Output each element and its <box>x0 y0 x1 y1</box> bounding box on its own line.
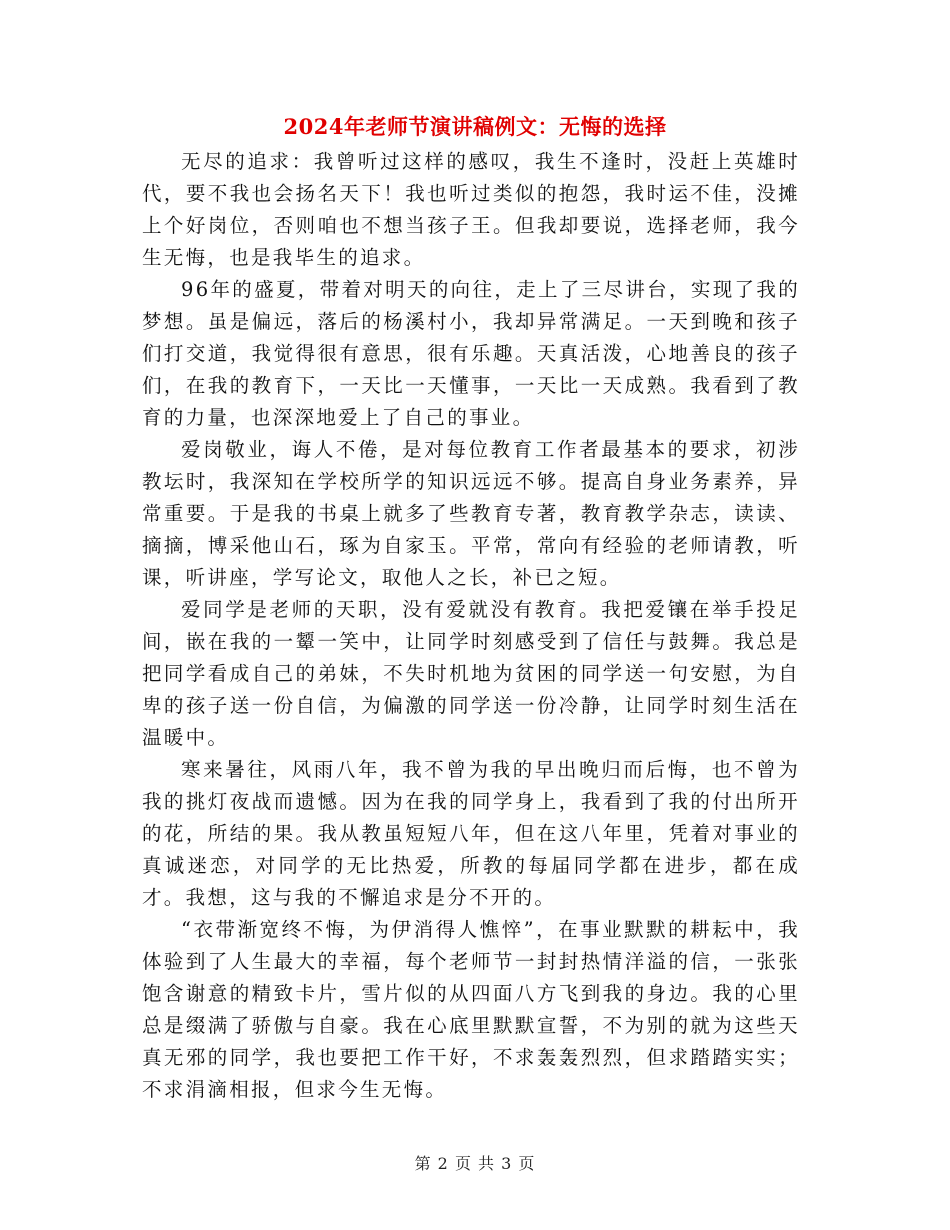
paragraph-3: 爱岗敬业，诲人不倦，是对每位教育工作者最基本的要求，初涉教坛时，我深知在学校所学的知识远远不够。提高自身业务素养，异常重要。于是我的书桌上就多了些教育专著，教育教学杂志，读读、摘摘，博采他山石，琢为自家玉。平常，常向有经验的老师请教，听课，听讲座，学写论文，取他人之长，补已之短。 <box>142 438 800 589</box>
document-title: 2024年老师节演讲稿例文：无悔的选择 <box>283 114 667 139</box>
page-number-footer <box>0 1152 950 1176</box>
paragraph-4: 爱同学是老师的天职，没有爱就没有教育。我把爱镶在举手投足间，嵌在我的一颦一笑中，让同学时刻感受到了信任与鼓舞。我总是把同学看成自己的弟妹，不失时机地为贫困的同学送一句安慰，为自卑的孩子送一份自信，为偏激的同学送一份冷静，让同学时刻生活在温暖中。 <box>142 598 800 749</box>
paragraph-6: “衣带渐宽终不悔，为伊消得人憔悴”，在事业默默的耕耘中，我体验到了人生最大的幸福，每个老师节一封封热情洋溢的信，一张张饱含谢意的精致卡片，雪片似的从四面八方飞到我的身边。我的心里总是缀满了骄傲与自豪。我在心底里默默宣誓，不为别的就为这些天真无邪的同学，我也要把工作干好，不求轰轰烈烈，但求踏踏实实；不求涓滴相报，但求今生无悔。 <box>142 918 800 1101</box>
document-body <box>142 146 800 1106</box>
page-number-label: 第 2 页 共 3 页 <box>414 1154 536 1173</box>
paragraph-1: 无尽的追求：我曾听过这样的感叹，我生不逢时，没赶上英雄时代，要不我也会扬名天下！我也听过类似的抱怨，我时运不佳，没摊上个好岗位，否则咱也不想当孩子王。但我却要说，选择老师，我今生无悔，也是我毕生的追求。 <box>142 150 800 269</box>
paragraph-2: 96年的盛夏，带着对明天的向往，走上了三尽讲台，实现了我的梦想。虽是偏远，落后的杨溪村小，我却异常满足。一天到晚和孩子们打交道，我觉得很有意思，很有乐趣。天真活泼，心地善良的孩子们，在我的教育下，一天比一天懂事，一天比一天成熟。我看到了教育的力量，也深深地爱上了自己的事业。 <box>142 278 800 429</box>
paragraph-5: 寒来暑往，风雨八年，我不曾为我的早出晚归而后悔，也不曾为我的挑灯夜战而遗憾。因为在我的同学身上，我看到了我的付出所开的花，所结的果。我从教虽短短八年，但在这八年里，凭着对事业的真诚迷恋，对同学的无比热爱，所教的每届同学都在进步，都在成才。我想，这与我的不懈追求是分不开的。 <box>142 758 800 909</box>
